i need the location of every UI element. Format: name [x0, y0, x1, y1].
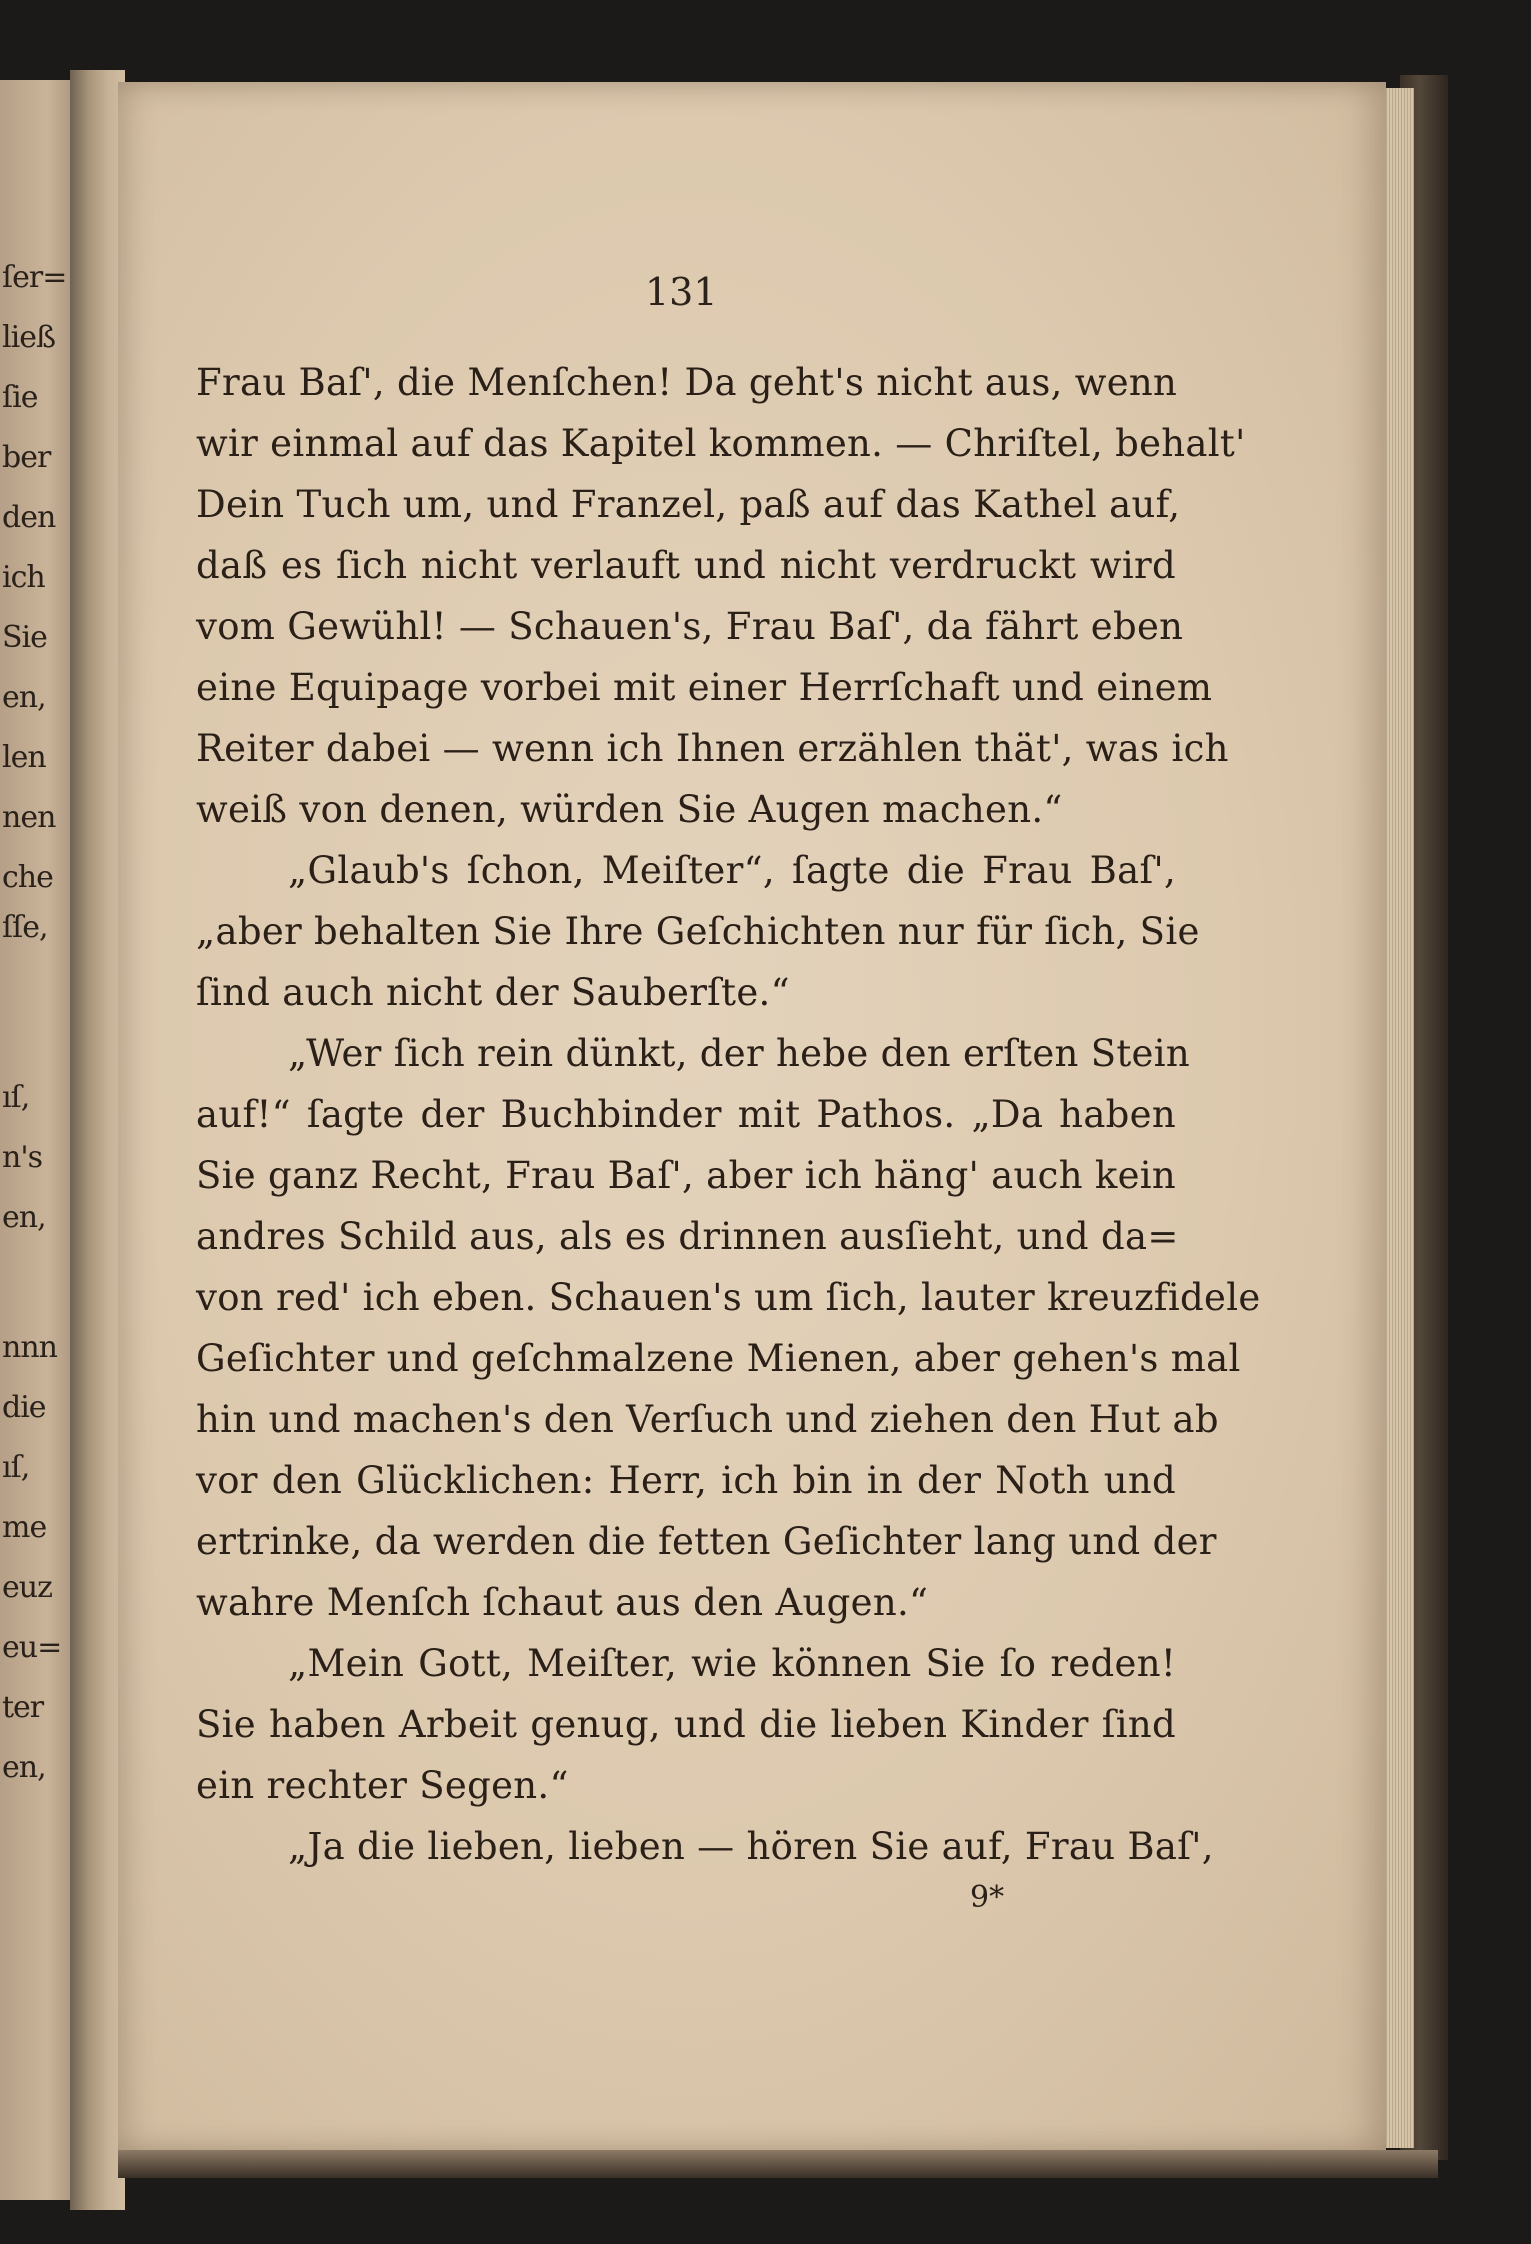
- text-line: „Ja die lieben, lieben — hören Sie auf, Frau Baſ',: [288, 1825, 1214, 1868]
- text-line: Reiter dabei — wenn ich Ihnen erzählen thät', was ich: [196, 727, 1229, 770]
- text-line: „Wer ſich rein dünkt, der hebe den erſten Stein: [288, 1032, 1190, 1075]
- text-line: eine Equipage vorbei mit einer Herrſchaft und einem: [196, 666, 1213, 709]
- left-page-fragment: ſie: [2, 380, 38, 415]
- left-page-fragment: ließ: [2, 320, 55, 355]
- text-line: auf!“ ſagte der Buchbinder mit Pathos. „Da haben: [196, 1093, 1176, 1136]
- left-page-fragment: n's: [2, 1140, 42, 1175]
- left-page-fragment: ber: [2, 440, 51, 475]
- text-line: wahre Menſch ſchaut aus den Augen.“: [196, 1581, 929, 1624]
- text-line: vom Gewühl! — Schauen's, Frau Baſ', da fährt eben: [196, 605, 1184, 648]
- text-line: Dein Tuch um, und Franzel, paß auf das Kathel auf,: [196, 483, 1181, 526]
- page-number: 131: [645, 270, 718, 314]
- book-cover-bottom: [118, 2150, 1438, 2178]
- text-line: ertrinke, da werden die fetten Geſichter lang und der: [196, 1520, 1217, 1563]
- left-page-fragment: den: [2, 500, 56, 535]
- left-page-fragment: euz: [2, 1570, 52, 1605]
- text-line: weiß von denen, würden Sie Augen machen.“: [196, 788, 1063, 831]
- text-line: daß es ſich nicht verlauft und nicht verdruckt wird: [196, 544, 1176, 587]
- text-line: ſind auch nicht der Sauberſte.“: [196, 971, 790, 1014]
- text-line: hin und machen's den Verſuch und ziehen den Hut ab: [196, 1398, 1219, 1441]
- left-facing-page: [0, 80, 78, 2200]
- left-page-fragment: ıſ,: [2, 1450, 30, 1485]
- body-text: [196, 352, 1261, 1877]
- book-gutter: [70, 70, 125, 2210]
- left-page-fragment: ter: [2, 1690, 44, 1725]
- left-page-fragment: me: [2, 1510, 47, 1545]
- left-page-fragment: die: [2, 1390, 46, 1425]
- text-line: „Mein Gott, Meiſter, wie können Sie ſo reden!: [288, 1642, 1176, 1685]
- text-line: andres Schild aus, als es drinnen ausſieht, und da=: [196, 1215, 1179, 1258]
- left-page-fragment: nnn: [2, 1330, 57, 1365]
- left-page-fragment: en,: [2, 680, 46, 715]
- text-line: Geſichter und geſchmalzene Mienen, aber gehen's mal: [196, 1337, 1241, 1380]
- left-page-fragment: eu=: [2, 1630, 62, 1665]
- text-line: von red' ich eben. Schauen's um ſich, lauter kreuzfidele: [196, 1276, 1261, 1319]
- text-line: „Glaub's ſchon, Meiſter“, ſagte die Frau Baſ',: [288, 849, 1176, 892]
- text-line: Frau Baſ', die Menſchen! Da geht's nicht aus, wenn: [196, 361, 1178, 404]
- left-page-fragment: en,: [2, 1200, 46, 1235]
- text-line: „aber behalten Sie Ihre Geſchichten nur für ſich, Sie: [196, 910, 1200, 953]
- text-line: Sie haben Arbeit genug, und die lieben Kinder ſind: [196, 1703, 1176, 1746]
- left-page-fragment: Sie: [2, 620, 47, 655]
- left-page-fragment: ich: [2, 560, 45, 595]
- left-page-fragment: nen: [2, 800, 56, 835]
- left-page-fragment: en,: [2, 1750, 46, 1785]
- text-line: vor den Glücklichen: Herr, ich bin in der Noth und: [196, 1459, 1176, 1502]
- signature-mark: 9*: [970, 1880, 1005, 1915]
- text-line: Sie ganz Recht, Frau Baſ', aber ich häng' auch kein: [196, 1154, 1177, 1197]
- left-page-fragment: ıſ,: [2, 1080, 30, 1115]
- left-page-fragment: che: [2, 860, 53, 895]
- text-line: wir einmal auf das Kapitel kommen. — Chriſtel, behalt': [196, 422, 1246, 465]
- text-line: ein rechter Segen.“: [196, 1764, 569, 1807]
- left-page-fragment: ſer=: [2, 260, 67, 295]
- left-page-fragment: ſſe,: [2, 910, 48, 945]
- left-page-fragment: len: [2, 740, 46, 775]
